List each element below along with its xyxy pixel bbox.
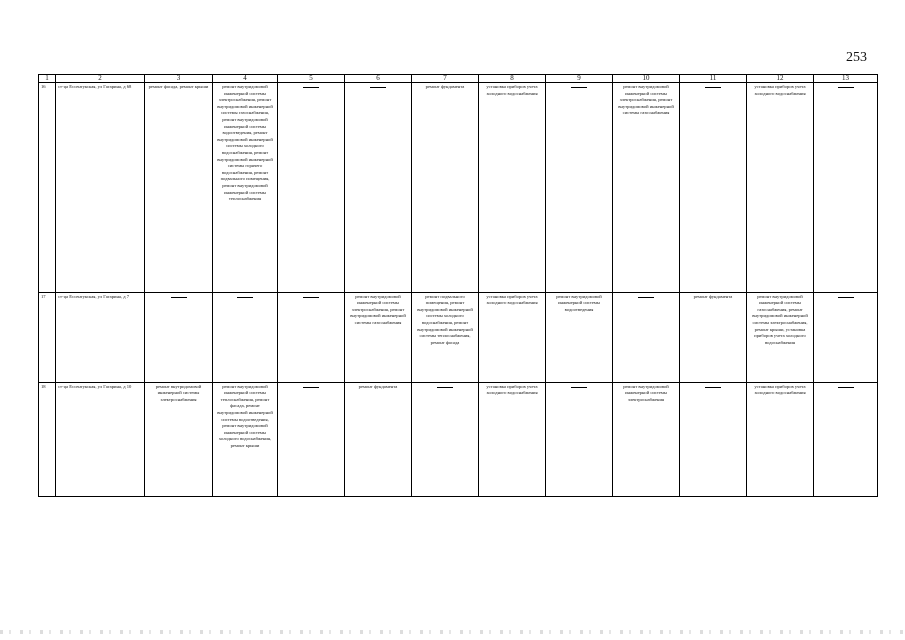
cell-col12: ремонт внутридомовой инженерной системы газоснабжения, ремонт внутридомовой инженерной системы электроснабжения, ремонт крыши, установка приборов учета холодного водоснабжения (747, 292, 814, 382)
cell-col3: ремонт фасада, ремонт крыши (145, 83, 213, 292)
cell-col6: ремонт внутридомовой инженерной системы электроснабжения, ремонт внутридомовой инженерной системы газоснабжения (345, 292, 412, 382)
dash-mark (303, 87, 319, 88)
page-number: 253 (846, 50, 867, 65)
address-cell: ст-ца Ессентукская, ул Гагарина, д 68 (56, 83, 145, 292)
cell-col13-empty (814, 83, 878, 292)
cell-col10: ремонт внутридомовой инженерной системы электроснабжения (613, 382, 680, 496)
cell-col4: ремонт внутридомовой инженерной системы электроснабжения, ремонт внутридомовой инженерной системы газоснабжения, ремонт внутридомовой инженерной системы водоотведения, ремонт внутридомовой инженерной системы холодного водоснабжения, ремонт внутридомовой инженерной системы горячего водоснабжения, ремонт подвального помещения, ремонт внутридомовой инженерной системы теплоснабжения (213, 83, 278, 292)
schedule-table (38, 74, 878, 497)
scan-artifact-strip (0, 630, 905, 634)
cell-col13-empty (814, 292, 878, 382)
dash-mark (838, 87, 854, 88)
column-header: 2 (56, 75, 145, 83)
table-row (39, 382, 878, 496)
address-cell: ст-ца Ессентукская, ул Гагарина, д 7 (56, 292, 145, 382)
dash-mark (370, 87, 386, 88)
cell-col8: установка приборов учета холодного водоснабжения (479, 83, 546, 292)
column-header: 7 (412, 75, 479, 83)
cell-col12: установка приборов учета холодного водоснабжения (747, 83, 814, 292)
column-header: 5 (278, 75, 345, 83)
row-index: 18 (39, 382, 56, 496)
cell-col7: ремонт фундамента (412, 83, 479, 292)
dash-mark (571, 87, 587, 88)
column-header: 11 (680, 75, 747, 83)
cell-col10-empty (613, 292, 680, 382)
cell-col4: ремонт внутридомовой инженерной системы теплоснабжения, ремонт фасада, ремонт внутридомовой инженерной системы водоотведения, ремонт внутридомовой инженерной системы холодного водоснабжения, ремонт крыши (213, 382, 278, 496)
dash-mark (571, 387, 587, 388)
cell-col13-empty (814, 382, 878, 496)
cell-col5-empty (278, 382, 345, 496)
dash-mark (638, 297, 654, 298)
dash-mark (171, 297, 187, 298)
cell-col11-empty (680, 382, 747, 496)
column-header: 6 (345, 75, 412, 83)
column-header: 12 (747, 75, 814, 83)
cell-col11: ремонт фундамента (680, 292, 747, 382)
column-header: 9 (546, 75, 613, 83)
cell-col3: ремонт внутридомовой инженерной системы электроснабжения (145, 382, 213, 496)
dash-mark (303, 297, 319, 298)
address-cell: ст-ца Ессентукская, ул Гагарина, д 10 (56, 382, 145, 496)
cell-col9-empty (546, 83, 613, 292)
column-header: 13 (814, 75, 878, 83)
table-row (39, 83, 878, 292)
dash-mark (437, 387, 453, 388)
cell-col8: установка приборов учета холодного водоснабжения (479, 292, 546, 382)
dash-mark (705, 387, 721, 388)
dash-mark (705, 87, 721, 88)
cell-col9: ремонт внутридомовой инженерной системы водоотведения (546, 292, 613, 382)
cell-col6: ремонт фундамента (345, 382, 412, 496)
cell-col7-empty (412, 382, 479, 496)
cell-col5-empty (278, 83, 345, 292)
cell-col9-empty (546, 382, 613, 496)
column-header: 3 (145, 75, 213, 83)
cell-col10: ремонт внутридомовой инженерной системы электроснабжения, ремонт внутридомовой инженерной системы газоснабжения (613, 83, 680, 292)
cell-col7: ремонт подвального помещения, ремонт внутридомовой инженерной системы холодного водоснабжения, ремонт внутридомовой инженерной системы теплоснабжения, ремонт фасада (412, 292, 479, 382)
column-header: 1 (39, 75, 56, 83)
cell-col5-empty (278, 292, 345, 382)
cell-col8: установка приборов учета холодного водоснабжения (479, 382, 546, 496)
table-header-row (39, 75, 878, 83)
dash-mark (838, 387, 854, 388)
column-header: 4 (213, 75, 278, 83)
dash-mark (303, 387, 319, 388)
cell-col3-empty (145, 292, 213, 382)
table-row (39, 292, 878, 382)
cell-col4-empty (213, 292, 278, 382)
cell-col6-empty (345, 83, 412, 292)
row-index: 17 (39, 292, 56, 382)
cell-col11-empty (680, 83, 747, 292)
dash-mark (237, 297, 253, 298)
row-index: 16 (39, 83, 56, 292)
column-header: 8 (479, 75, 546, 83)
dash-mark (838, 297, 854, 298)
column-header: 10 (613, 75, 680, 83)
cell-col12: установка приборов учета холодного водоснабжения (747, 382, 814, 496)
